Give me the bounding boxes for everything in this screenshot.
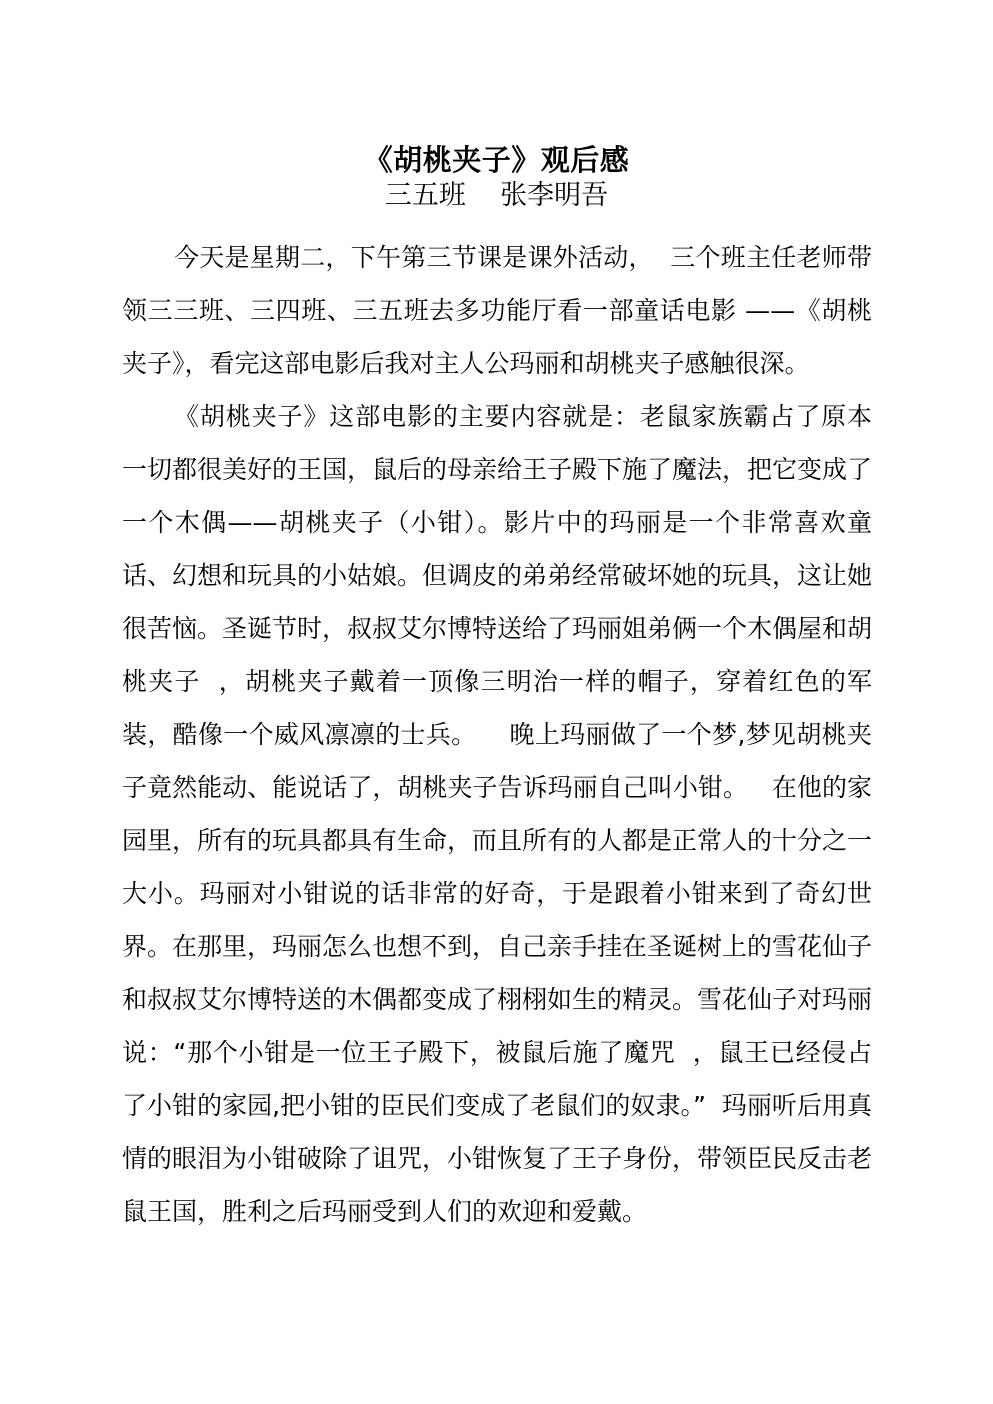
document-title: 《胡桃夹子》观后感: [363, 143, 630, 178]
body-paragraph: 今天是星期二，下午第三节课是课外活动， 三个班主任老师带领三三班、三四班、三五班去多功能厅看一部童话电影 ——《胡桃夹子》，看完这部电影后我对主人公玛丽和胡桃夹子感触很深。: [122, 243, 872, 378]
document-byline: 三五班 张李明吾: [384, 180, 609, 211]
document-body: [122, 231, 872, 1238]
body-paragraph: 《胡桃夹子》这部电影的主要内容就是：老鼠家族霸占了原本一切都很美好的王国，鼠后的母亲给王子殿下施了魔法，把它变成了一个木偶——胡桃夹子（小钳）。影片中的玛丽是一个非常喜欢童话、幻想和玩具的小姑娘。但调皮的弟弟经常破坏她的玩具，这让她很苦恼。圣诞节时，叔叔艾尔博特送给了玛丽姐弟俩一个木偶屋和胡桃夹子 ，胡桃夹子戴着一顶像三明治一样的帽子，穿着红色的军装，酷像一个威风凛凛的士兵。 晚上玛丽做了一个梦,梦见胡桃夹子竟然能动、能说话了，胡桃夹子告诉玛丽自己叫小钳。 在他的家园里，所有的玩具都具有生命，而且所有的人都是正常人的十分之一大小。玛丽对小钳说的话非常的好奇，于是跟着小钳来到了奇幻世界。在那里，玛丽怎么也想不到，自己亲手挂在圣诞树上的雪花仙子和叔叔艾尔博特送的木偶都变成了栩栩如生的精灵。雪花仙子对玛丽说：“那个小钳是一位王子殿下，被鼠后施了魔咒 ，鼠王已经侵占了小钳的家园,把小钳的臣民们变成了老鼠们的奴隶。” 玛丽听后用真情的眼泪为小钳破除了诅咒，小钳恢复了王子身份，带领臣民反击老鼠王国，胜利之后玛丽受到人们的欢迎和爱戴。: [122, 402, 873, 1226]
